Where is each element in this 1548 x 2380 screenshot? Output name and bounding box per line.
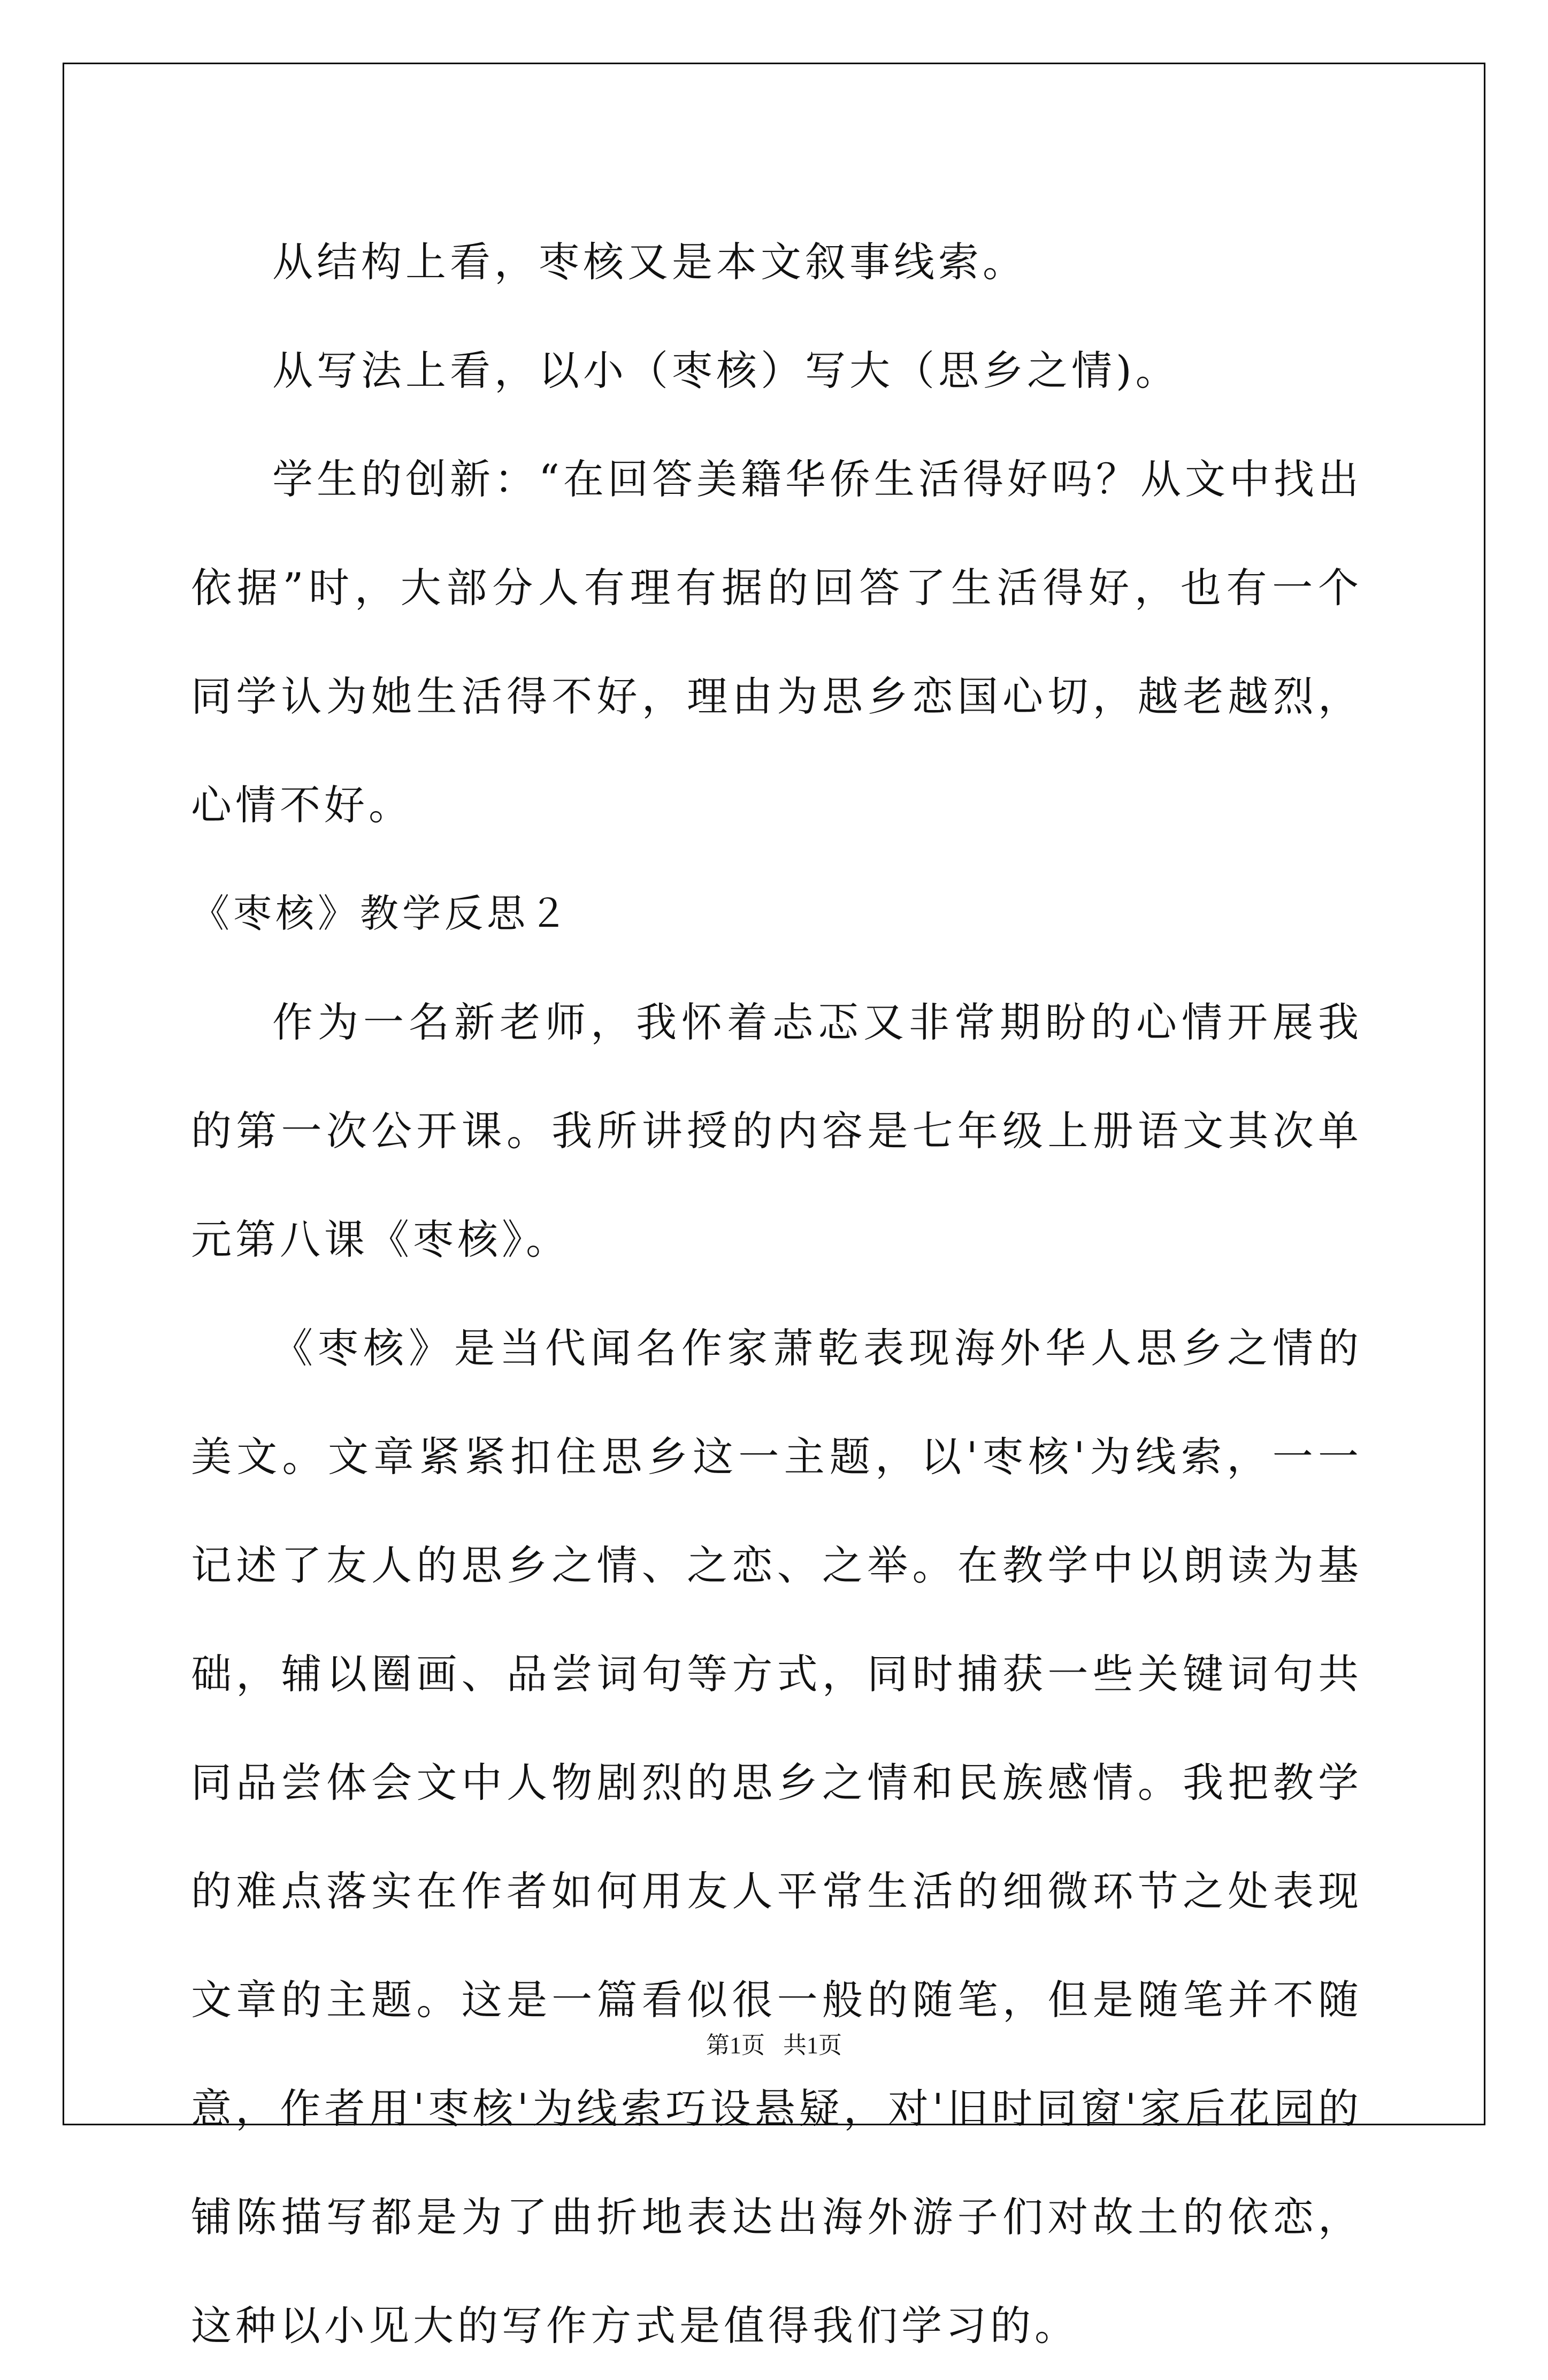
paragraph-structure: 从结构上看，枣核又是本文叙事线索。 xyxy=(272,238,1027,286)
section-heading: 《枣核》教学反思２ xyxy=(191,891,572,936)
paragraph-student-innovation: 学生的创新：“在回答美籍华侨生活得好吗？从文中找出依据”时，大部分人有理有据的回答了生活得好，也有一个同学认为她生活得不好，理由为思乡恋国心切，越老越烈，心情不好。 xyxy=(191,455,1362,829)
page-footer xyxy=(0,2026,1548,2060)
paragraph-first-lesson: 作为一名新老师，我怀着忐忑又非常期盼的心情开展我的第一次公开课。我所讲授的内容是七年级上册语文其次单元第八课《枣核》。 xyxy=(191,998,1362,1263)
paragraph-text-analysis: 《枣核》是当代闻名作家萧乾表现海外华人思乡之情的美文。文章紧紧扣住思乡这一主题，以'枣核'为线索，一一记述了友人的思乡之情、之恋、之举。在教学中以朗读为基础，辅以圈画、品尝词句等方式，同时捕获一些关键词句共同品尝体会文中人物剧烈的思乡之情和民族感情。我把教学的难点落实在作者如何用友人平常生活的细微环节之处表现文章的主题。这是一篇看似很一般的随笔，但是随笔并不随意，作者用'枣核'为线索巧设悬疑，对'旧时同窗'家后花园的铺陈描写都是为了曲折地表达出海外游子们对故土的依恋，这种以小见大的写作方式是值得我们学习的。 xyxy=(191,1324,1362,2350)
page-number: 第1页 xyxy=(706,2032,765,2058)
paragraph-writing-method: 从写法上看，以小（枣核）写大（思乡之情)。 xyxy=(272,347,1180,394)
page-total: 共1页 xyxy=(783,2032,842,2058)
